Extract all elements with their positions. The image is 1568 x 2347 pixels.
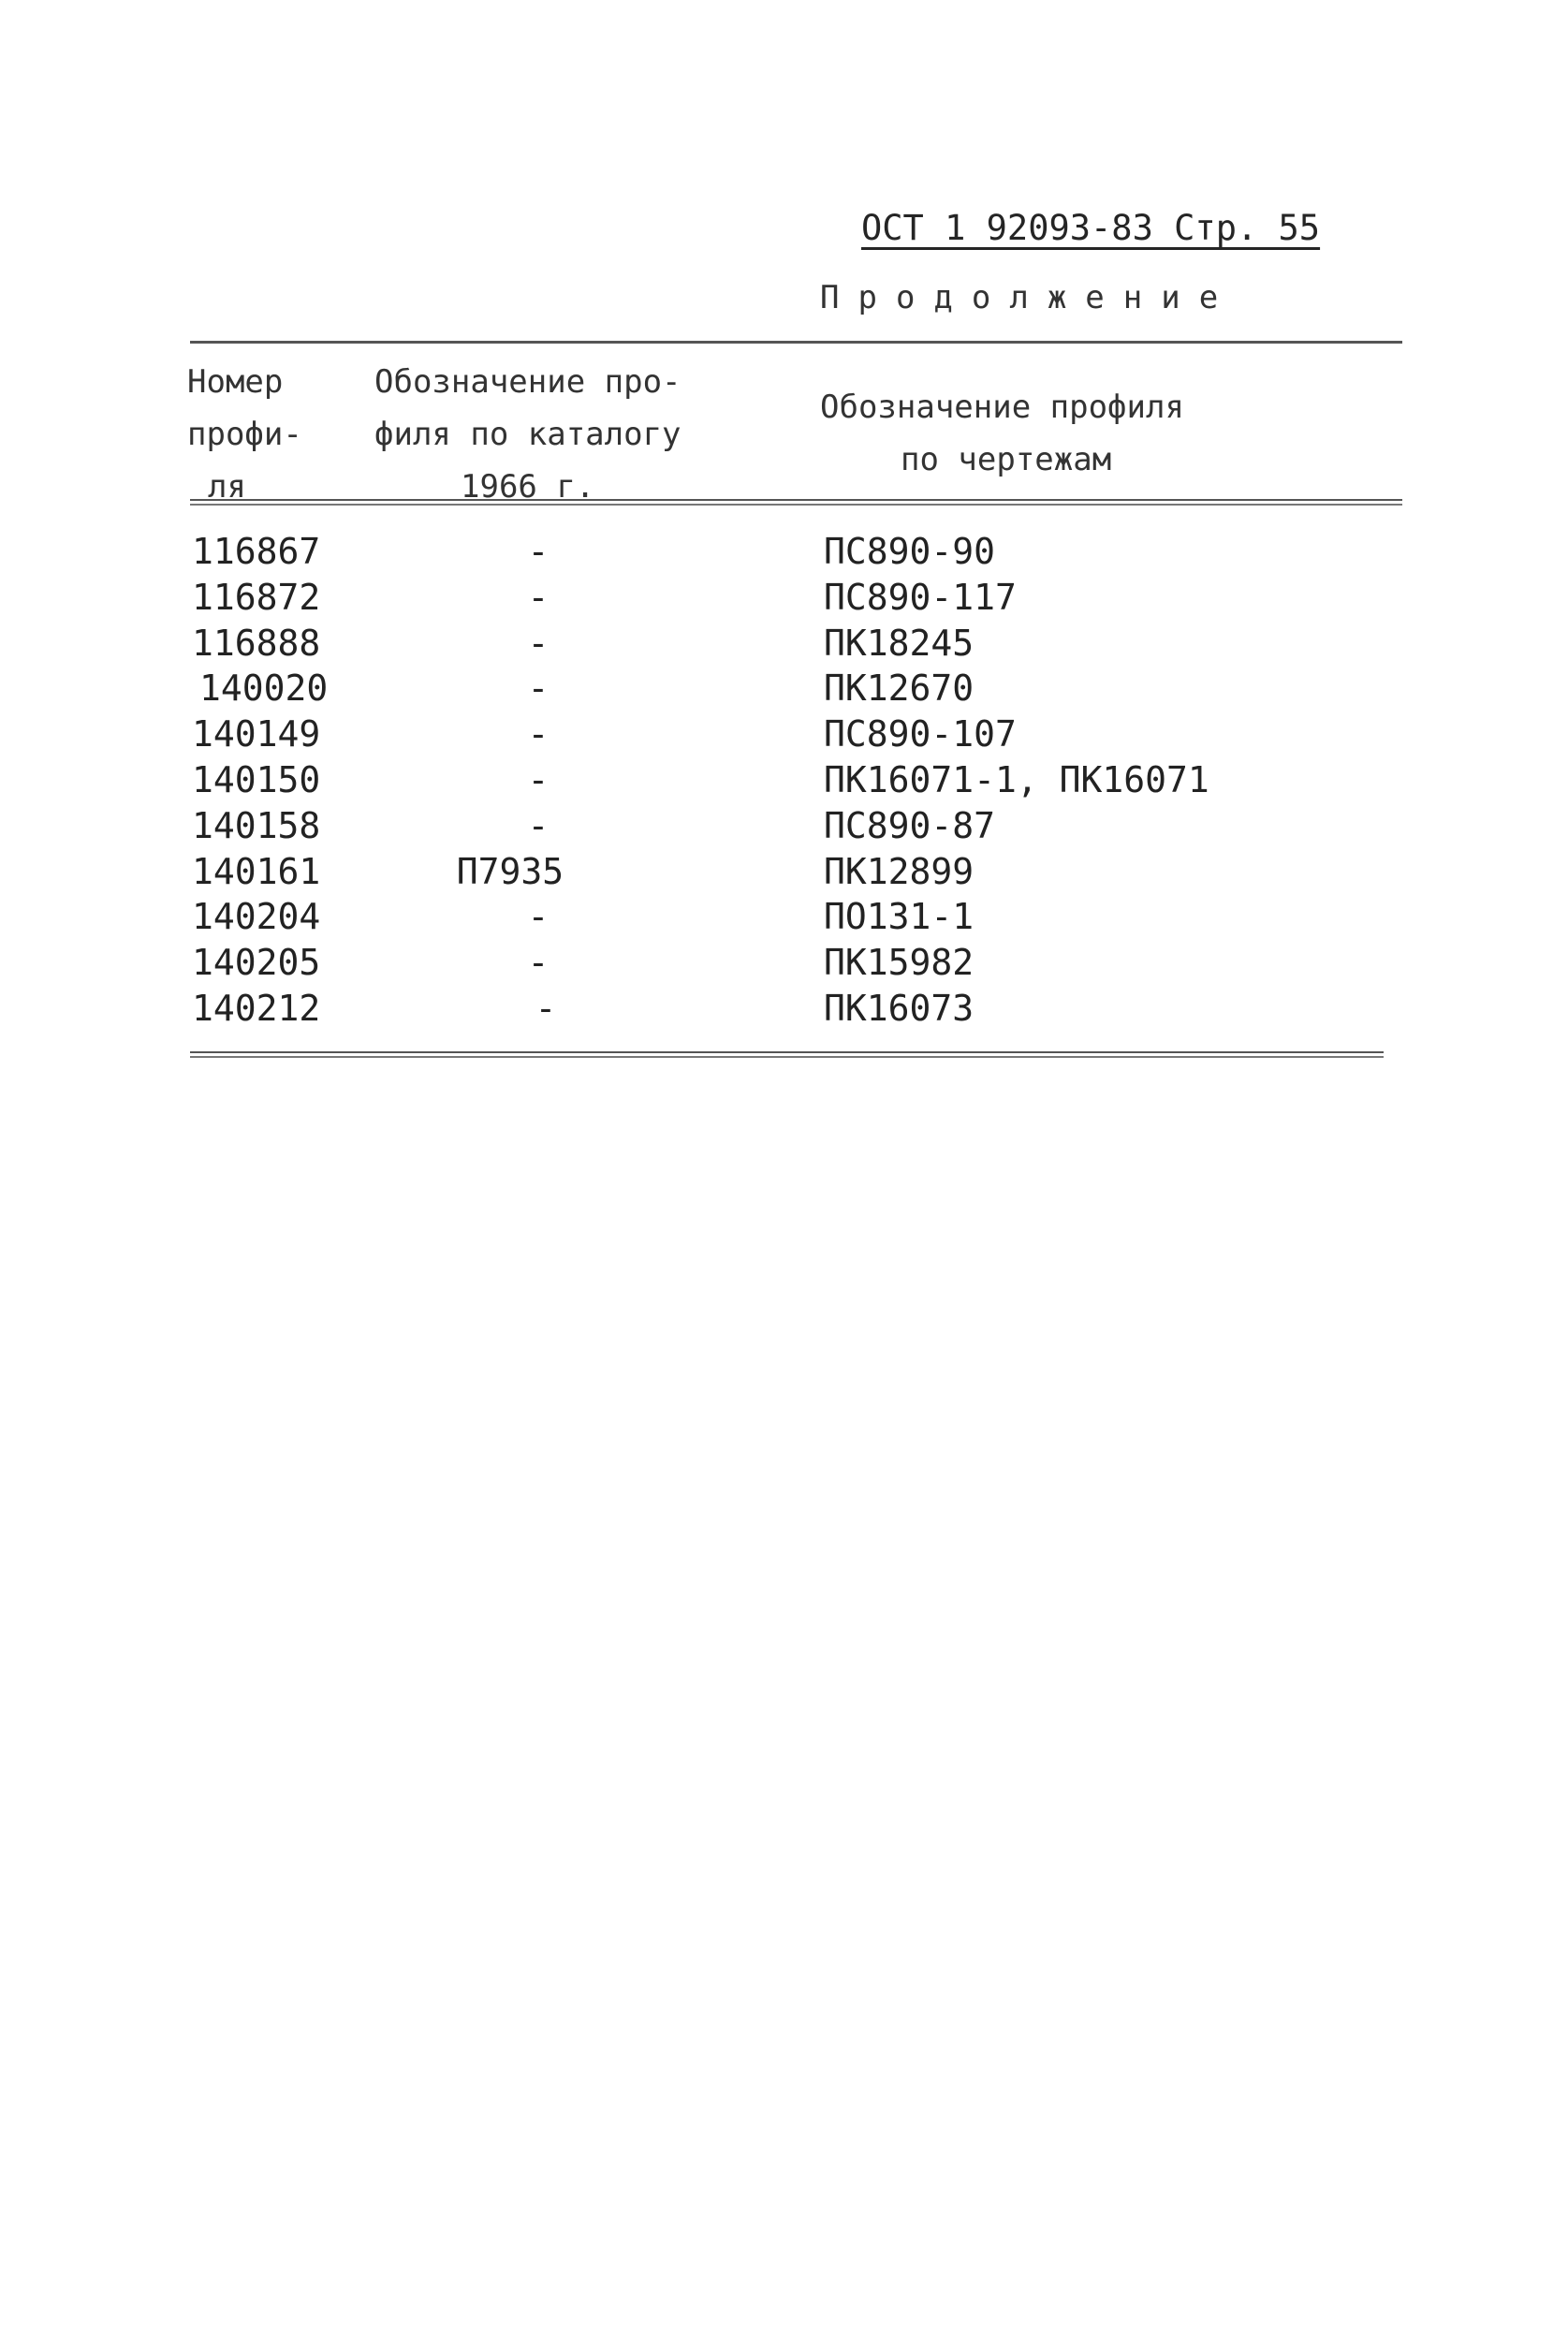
profile-number: 140149 bbox=[192, 713, 321, 755]
column-header-catalog bbox=[374, 356, 768, 513]
catalog-designation: - bbox=[527, 942, 550, 984]
table-row bbox=[0, 986, 1568, 1032]
column-header-drawing bbox=[820, 381, 1344, 486]
column-header-drawing-line2: по чертежам bbox=[901, 441, 1112, 478]
catalog-designation: - bbox=[527, 896, 550, 938]
column-header-number bbox=[187, 356, 346, 513]
drawing-designation: ПК12670 bbox=[824, 667, 975, 710]
profile-number: 140158 bbox=[192, 804, 321, 846]
catalog-designation: - bbox=[527, 667, 550, 710]
drawing-designation: ПК12899 bbox=[824, 850, 975, 892]
table-row bbox=[0, 711, 1568, 757]
table-top-rule bbox=[190, 341, 1402, 344]
table-row bbox=[0, 940, 1568, 986]
profile-number: 140205 bbox=[192, 942, 321, 984]
page-header bbox=[861, 208, 1399, 248]
column-header-number-line3: ля bbox=[208, 468, 246, 506]
drawing-designation: ПС890-117 bbox=[824, 576, 1017, 618]
table-row bbox=[0, 803, 1568, 849]
drawing-designation: ПК16073 bbox=[824, 987, 975, 1029]
catalog-designation: П7935 bbox=[456, 850, 564, 892]
column-header-number-line1: Номер bbox=[187, 363, 284, 401]
profile-number: 140150 bbox=[192, 758, 321, 800]
profile-number: 140204 bbox=[192, 896, 321, 938]
table-body bbox=[0, 529, 1568, 1032]
table-row bbox=[0, 849, 1568, 895]
header-bottom-rule bbox=[190, 499, 1402, 506]
table-row bbox=[0, 621, 1568, 667]
drawing-designation: ПС890-90 bbox=[824, 531, 996, 572]
profile-number: 116867 bbox=[192, 531, 321, 572]
profile-number: 140212 bbox=[192, 987, 321, 1029]
profile-number: 140020 bbox=[199, 667, 329, 710]
column-header-catalog-line2: филя по каталогу bbox=[374, 416, 681, 453]
profile-number: 116888 bbox=[192, 622, 321, 664]
table-row bbox=[0, 757, 1568, 803]
drawing-designation: ПК16071-1, ПК16071 bbox=[824, 758, 1209, 800]
catalog-designation: - bbox=[527, 804, 550, 846]
catalog-designation: - bbox=[527, 713, 550, 755]
document-reference: ОСТ 1 92093-83 Стр. 55 bbox=[861, 208, 1321, 248]
catalog-designation: - bbox=[527, 531, 550, 572]
column-header-number-line2: профи- bbox=[187, 416, 302, 453]
table-row bbox=[0, 575, 1568, 621]
drawing-designation: ПС890-87 bbox=[824, 804, 996, 846]
column-header-catalog-line3: 1966 г. bbox=[461, 468, 595, 506]
table-row bbox=[0, 894, 1568, 940]
column-header-drawing-line1: Обозначение профиля bbox=[820, 389, 1184, 426]
table-row bbox=[0, 529, 1568, 575]
table-bottom-rule bbox=[190, 1051, 1384, 1058]
drawing-designation: ПК18245 bbox=[824, 622, 975, 664]
profile-number: 140161 bbox=[192, 850, 321, 892]
catalog-designation: - bbox=[527, 622, 550, 664]
catalog-designation: - bbox=[527, 576, 550, 618]
column-header-catalog-line1: Обозначение про- bbox=[374, 363, 681, 401]
catalog-designation: - bbox=[535, 987, 557, 1029]
continuation-label: Продолжение bbox=[820, 279, 1238, 316]
drawing-designation: ПО131-1 bbox=[824, 896, 975, 938]
profile-number: 116872 bbox=[192, 576, 321, 618]
drawing-designation: ПС890-107 bbox=[824, 713, 1017, 755]
table-row bbox=[0, 666, 1568, 711]
drawing-designation: ПК15982 bbox=[824, 942, 975, 984]
catalog-designation: - bbox=[527, 758, 550, 800]
